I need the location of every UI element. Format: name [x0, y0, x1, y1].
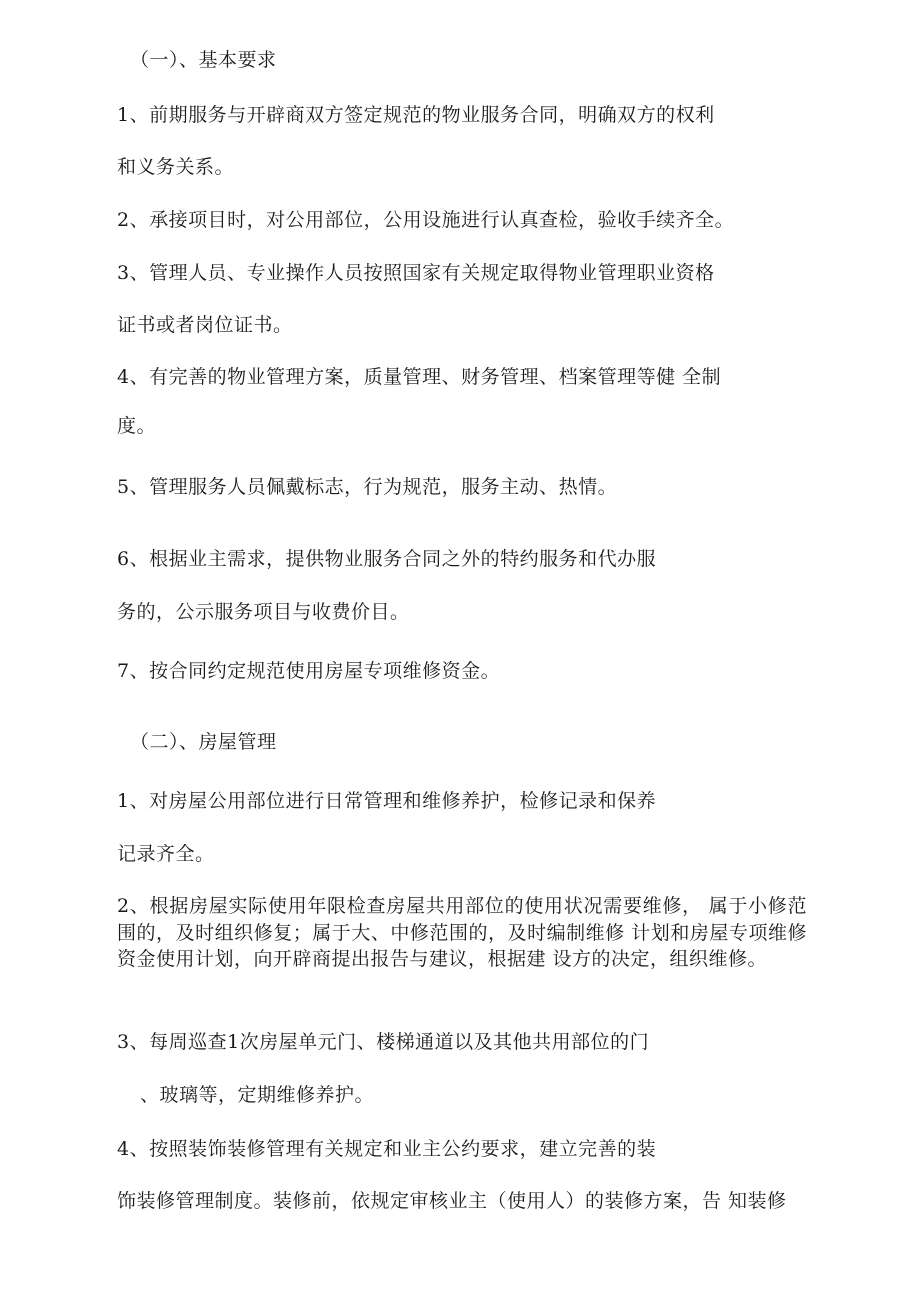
section-heading-housing-management: （二）、房屋管理 — [130, 731, 277, 753]
paragraph-block: 2、根据房屋实际使用年限检查房屋共用部位的使用状况需要维修， 属于小修范围的，及时组织修复；属于大、中修范围的，及时编制维修 计划和房屋专项维修资金使用计划，向开辟商提出报告与建议，根据建 设方的决定，组织维修。 — [117, 895, 807, 970]
paragraph-line: 度。 — [117, 415, 157, 437]
paragraph-line: 4、有完善的物业管理方案，质量管理、财务管理、档案管理等健 全制 — [117, 366, 722, 388]
paragraph-line: 5、管理服务人员佩戴标志，行为规范，服务主动、热情。 — [117, 476, 618, 498]
paragraph-line: 4、按照装饰装修管理有关规定和业主公约要求，建立完善的装 — [117, 1138, 657, 1160]
paragraph-line: 3、管理人员、专业操作人员按照国家有关规定取得物业管理职业资格 — [117, 262, 715, 284]
paragraph-line: 、玻璃等，定期维修养护。 — [140, 1084, 375, 1106]
paragraph-line: 和义务关系。 — [117, 156, 235, 178]
paragraph-line: 务的，公示服务项目与收费价目。 — [117, 601, 410, 623]
paragraph-line: 饰装修管理制度。装修前，依规定审核业主（使用人）的装修方案，告 知装修 — [117, 1190, 787, 1212]
paragraph-line: 记录齐全。 — [117, 843, 215, 865]
section-heading-basic-requirements: （一）、基本要求 — [130, 49, 277, 71]
paragraph-line: 6、根据业主需求，提供物业服务合同之外的特约服务和代办服 — [117, 548, 657, 570]
paragraph-line: 7、按合同约定规范使用房屋专项维修资金。 — [117, 660, 501, 682]
paragraph-line: 证书或者岗位证书。 — [117, 314, 293, 336]
paragraph-line: 2、承接项目时，对公用部位，公用设施进行认真查检，验收手续齐全。 — [117, 209, 735, 231]
paragraph-line: 3、每周巡查1次房屋单元门、楼梯通道以及其他共用部位的门 — [117, 1031, 650, 1053]
paragraph-line: 1、对房屋公用部位进行日常管理和维修养护，检修记录和保养 — [117, 790, 657, 812]
paragraph-line: 1、前期服务与开辟商双方签定规范的物业服务合同，明确双方的权利 — [117, 104, 715, 126]
